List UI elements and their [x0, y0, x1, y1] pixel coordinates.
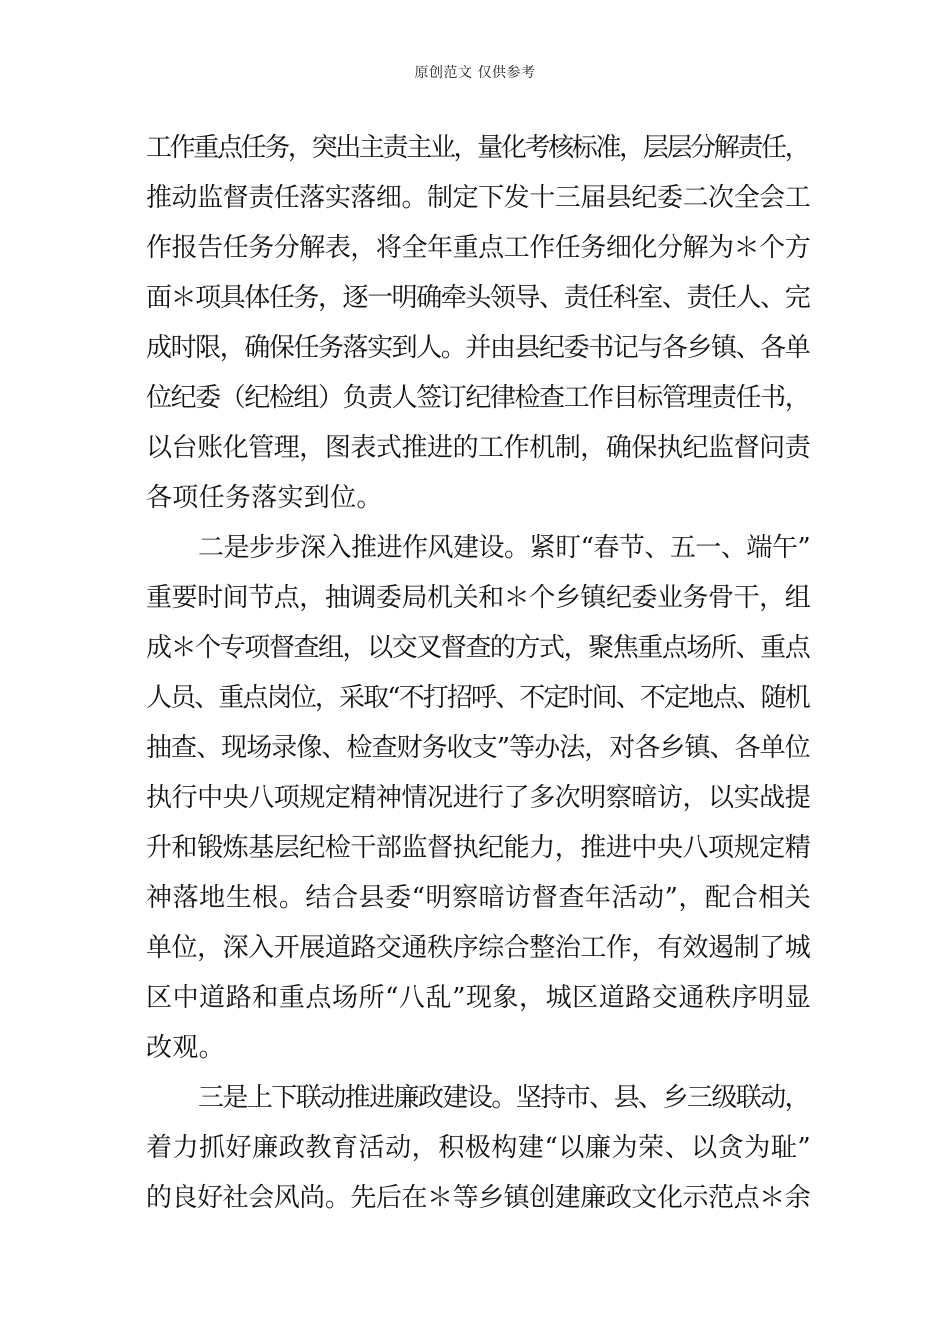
text-line: 工作重点任务，突出主责主业，量化考核标准，层层分解责任，	[146, 133, 809, 163]
text-line: 执行中央八项规定精神情况进行了多次明察暗访，以实战提	[146, 783, 811, 813]
text-line: 面＊项具体任务，逐一明确牵头领导、责任科室、责任人、完	[146, 283, 810, 313]
text-line: 成＊个专项督查组，以交叉督查的方式，聚焦重点场所、重点	[146, 633, 810, 663]
text-line: 以台账化管理，图表式推进的工作机制，确保执纪监督问责	[146, 433, 811, 463]
text-line: 人员、重点岗位，采取“不打招呼、不定时间、不定地点、随机	[146, 683, 809, 713]
text-line: 推动监督责任落实落细。制定下发十三届县纪委二次全会工	[146, 183, 811, 213]
text-line: 各项任务落实到位。	[146, 483, 383, 513]
text-line: 位纪委（纪检组）负责人签订纪律检查工作目标管理责任书，	[146, 383, 810, 413]
text-line: 作报告任务分解表，将全年重点工作任务细化分解为＊个方	[146, 233, 811, 263]
text-line: 神落地生根。结合县委“明察暗访督查年活动”，配合相关	[146, 883, 812, 913]
text-line: 改观。	[146, 1033, 225, 1063]
text-line: 的良好社会风尚。先后在＊等乡镇创建廉政文化示范点＊余	[146, 1183, 811, 1213]
text-line: 重要时间节点，抽调委局机关和＊个乡镇纪委业务骨干，组	[146, 583, 811, 613]
text-line: 三是上下联动推进廉政建设。坚持市、县、乡三级联动，	[198, 1083, 810, 1113]
text-line: 成时限，确保任务落实到人。并由县纪委书记与各乡镇、各单	[146, 333, 810, 363]
text-line: 着力抓好廉政教育活动，积极构建“以廉为荣、以贪为耻”	[146, 1133, 812, 1163]
text-line: 二是步步深入推进作风建设。紧盯“春节、五一、端午”	[198, 533, 811, 563]
text-line: 升和锻炼基层纪检干部监督执纪能力，推进中央八项规定精	[146, 833, 811, 863]
page-header: 原创范文 仅供参考	[414, 65, 536, 81]
text-line: 单位，深入开展道路交通秩序综合整治工作，有效遏制了城	[146, 933, 811, 963]
text-line: 抽查、现场录像、检查财务收支”等办法，对各乡镇、各单位	[146, 733, 810, 763]
text-line: 区中道路和重点场所“八乱”现象，城区道路交通秩序明显	[146, 983, 812, 1013]
